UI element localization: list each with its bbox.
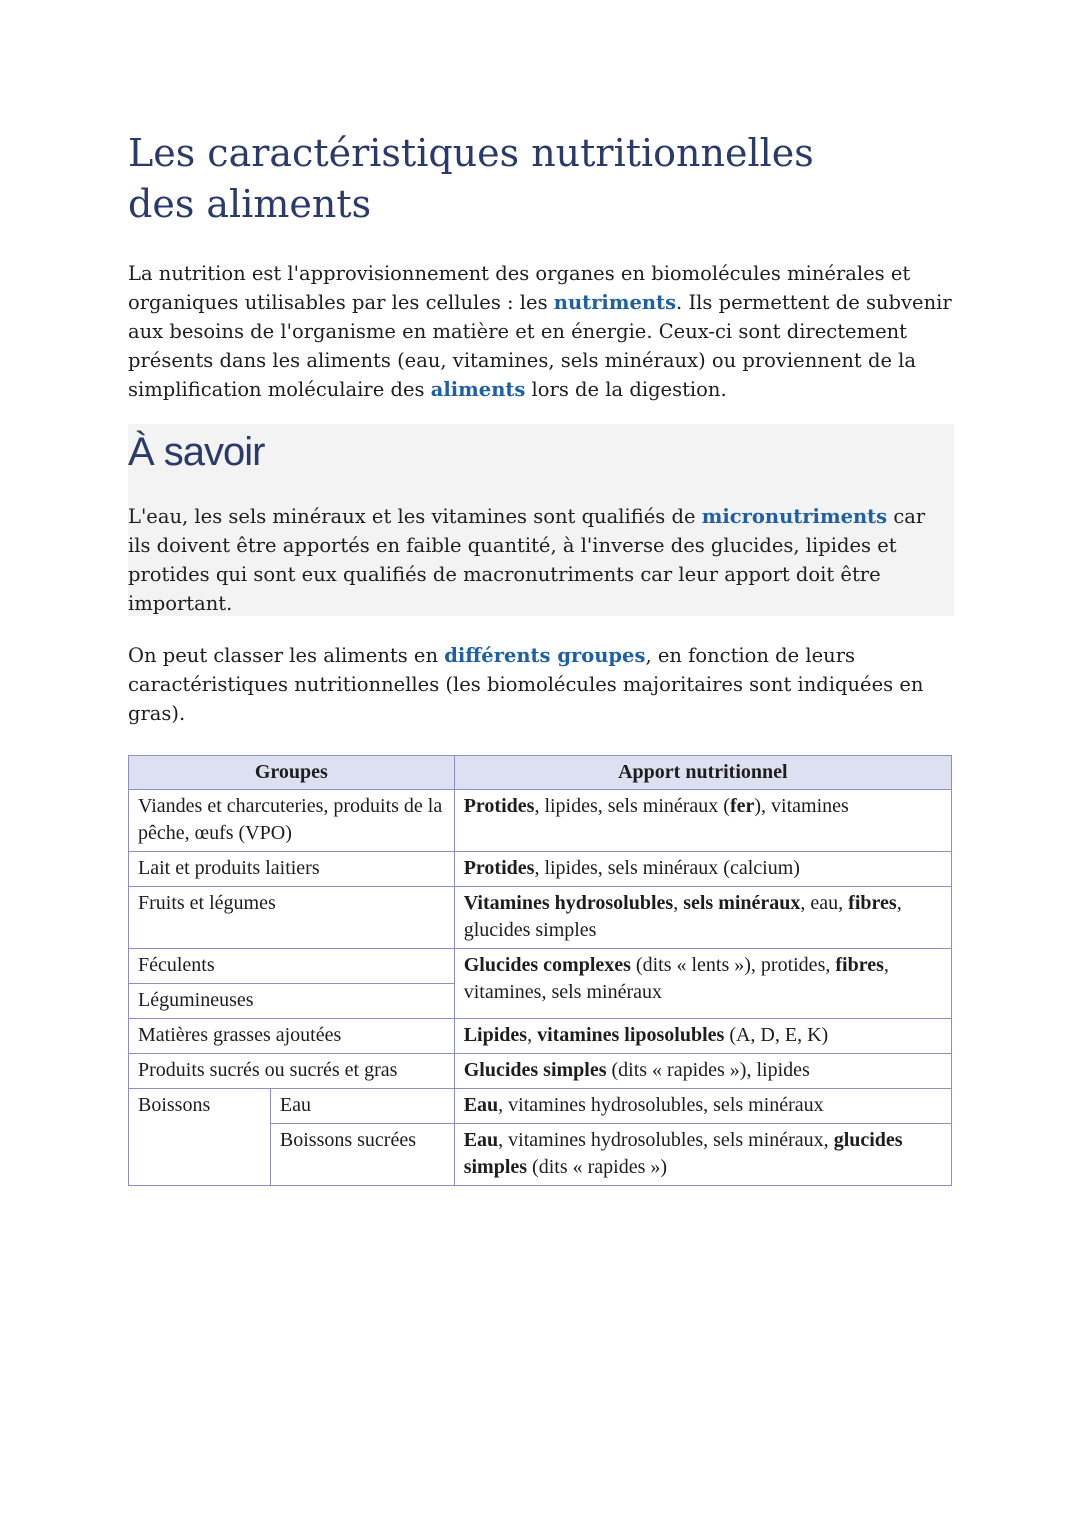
keyword-differents-groupes: différents groupes <box>444 644 646 667</box>
a-savoir-text-2: car ils doivent être apportés en faible quantité, à l'inverse des glucides, lipides et protides qui sont eux qualifiés de macronutriments car leur apport doit être important. <box>128 505 926 615</box>
group-cell: Féculents <box>129 949 455 984</box>
group-cell: Viandes et charcuteries, produits de la pêche, œufs (VPO) <box>129 790 455 852</box>
apport-text: , <box>673 892 684 914</box>
apport-text: (dits « rapides »), lipides <box>606 1059 810 1081</box>
apport-text: , glucides simples <box>463 892 902 941</box>
intro-text-3: lors de la digestion. <box>525 378 727 401</box>
apport-cell <box>454 852 951 887</box>
apport-bold-term: fibres <box>848 892 897 914</box>
nutrition-table <box>128 755 952 1186</box>
apport-cell <box>454 1054 951 1089</box>
apport-bold-term: glucides simples <box>463 1129 903 1178</box>
intro-paragraph <box>128 259 958 404</box>
apport-cell <box>454 790 951 852</box>
apport-text: (A, D, E, K) <box>724 1024 829 1046</box>
apport-bold-term: Protides <box>463 857 535 879</box>
apport-bold-term: Vitamines hydrosolubles <box>463 892 674 914</box>
apport-bold-term: fibres <box>835 954 884 976</box>
apport-bold-term: Lipides <box>463 1024 528 1046</box>
table-row <box>129 790 952 852</box>
table-row <box>129 1054 952 1089</box>
intro-text-1: La nutrition est l'approvisionnement des organes en biomolécules minérales et organiques utilisables par les cellules : les <box>128 262 911 314</box>
apport-bold-term: Glucides complexes <box>463 954 631 976</box>
apport-bold-term: vitamines liposolubles <box>537 1024 725 1046</box>
group-cell: Produits sucrés ou sucrés et gras <box>129 1054 455 1089</box>
table-header-row <box>129 756 952 790</box>
document-page <box>128 128 958 1178</box>
group-cell: Légumineuses <box>129 984 455 1019</box>
apport-bold-term: Protides <box>463 795 535 817</box>
apport-text: , vitamines, sels minéraux <box>463 954 889 1003</box>
apport-text: , vitamines hydrosolubles, sels minéraux, <box>498 1129 834 1151</box>
a-savoir-heading: À savoir <box>128 430 265 474</box>
keyword-nutriments: nutriments <box>553 291 677 314</box>
apport-text: (dits « rapides ») <box>527 1156 668 1178</box>
apport-bold-term: Eau <box>463 1129 499 1151</box>
apport-bold-term: Glucides simples <box>463 1059 607 1081</box>
page-title: Les caractéristiques nutritionnelles des aliments <box>128 131 814 226</box>
apport-bold-term: sels minéraux <box>683 892 801 914</box>
group-cell-boissons: Boissons <box>129 1089 271 1186</box>
a-savoir-paragraph <box>128 502 948 618</box>
apport-text: , <box>527 1024 538 1046</box>
group-cell: Matières grasses ajoutées <box>129 1019 455 1054</box>
intro-text-2: . Ils permettent de subvenir aux besoins de l'organisme en matière et en énergie. Ceux-ci sont directement présents dans les aliments (eau, vitamines, sels minéraux) ou proviennent de la simplification moléculaire des <box>128 291 952 401</box>
apport-text: , vitamines hydrosolubles, sels minéraux <box>498 1094 824 1116</box>
header-apport: Apport nutritionnel <box>454 756 951 790</box>
a-savoir-text-1: L'eau, les sels minéraux et les vitamines sont qualifiés de <box>128 505 702 528</box>
keyword-micronutriments: micronutriments <box>701 505 888 528</box>
apport-cell <box>454 1124 951 1186</box>
apport-text: , lipides, sels minéraux (calcium) <box>534 857 800 879</box>
a-savoir-box <box>128 424 954 616</box>
header-groupes: Groupes <box>129 756 455 790</box>
groups-text-1: On peut classer les aliments en <box>128 644 445 667</box>
group-cell: Fruits et légumes <box>129 887 455 949</box>
apport-text: (dits « lents »), protides, <box>630 954 836 976</box>
table-row <box>129 852 952 887</box>
apport-text: , eau, <box>800 892 849 914</box>
subgroup-cell: Boissons sucrées <box>270 1124 454 1186</box>
table-row <box>129 1019 952 1054</box>
table-row <box>129 887 952 949</box>
apport-cell <box>454 1089 951 1124</box>
table-row <box>129 949 952 984</box>
table-row <box>129 1089 952 1124</box>
apport-bold-term: Eau <box>463 1094 499 1116</box>
apport-text: ), vitamines <box>754 795 849 817</box>
apport-cell <box>454 949 951 1019</box>
groups-paragraph <box>128 641 958 728</box>
apport-text: , lipides, sels minéraux ( <box>534 795 730 817</box>
groups-text-2: , en fonction de leurs caractéristiques nutritionnelles (les biomolécules majoritaires sont indiquées en gras). <box>128 644 924 725</box>
keyword-aliments: aliments <box>430 378 526 401</box>
apport-bold-term: fer <box>729 795 755 817</box>
apport-cell <box>454 1019 951 1054</box>
subgroup-cell: Eau <box>270 1089 454 1124</box>
group-cell: Lait et produits laitiers <box>129 852 455 887</box>
apport-cell <box>454 887 951 949</box>
